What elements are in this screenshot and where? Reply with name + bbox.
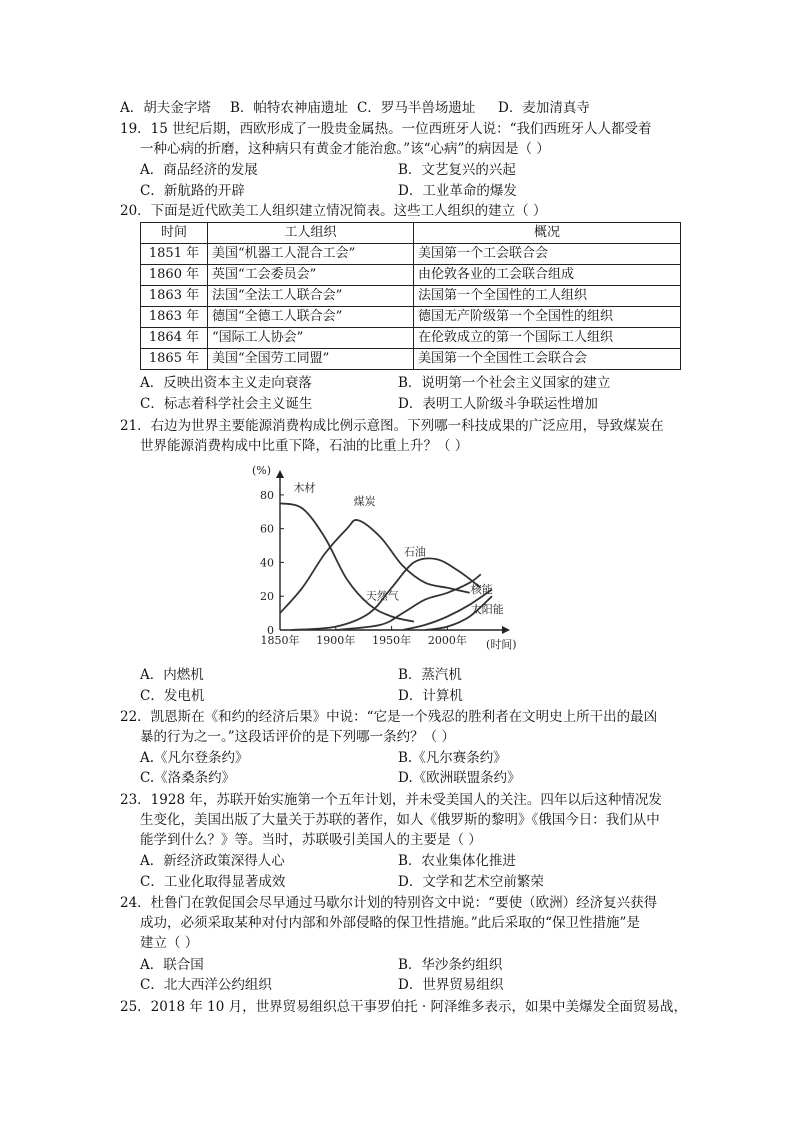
table-row — [141, 328, 681, 349]
y-tick-label: 60 — [260, 522, 274, 536]
cell-year: 1851 年 — [141, 244, 208, 265]
q23-stem-line-3: 能学到什么？》等。当时，苏联吸引美国人的主要是（ ） — [140, 832, 482, 848]
q19-stem-line-2: 一种心病的折磨，这种病只有黄金才能治愈。”该“心病”的病因是（ ） — [140, 141, 550, 157]
y-tick-label: 0 — [267, 624, 274, 637]
cell-year: 1860 年 — [141, 265, 208, 286]
q21-stem-line-1: 21．右边为世界主要能源消费构成比例示意图。下列哪一科技成果的广泛应用，导致煤炭在 — [120, 418, 664, 434]
x-tick-label: 2000年 — [427, 634, 467, 647]
q24-option-b: B．华沙条约组织 — [398, 957, 503, 973]
table-row — [141, 286, 681, 307]
q22-option-c: C.《洛桑条约》 — [140, 770, 236, 786]
y-axis-arrow — [276, 470, 284, 478]
cell-summary: 在伦敦成立的第一个国际工人组织 — [414, 328, 681, 349]
q23-option-c: C．工业化取得显著成效 — [140, 874, 286, 890]
q20-option-a: A．反映出资本主义走向衰落 — [140, 375, 312, 391]
q24-option-a: A．联合国 — [140, 957, 204, 973]
y-tick-label: 40 — [260, 556, 274, 570]
q21-option-a: A．内燃机 — [140, 667, 204, 683]
q24-stem-line-3: 建立（ ） — [140, 935, 199, 951]
q19-option-a: A．商品经济的发展 — [140, 162, 258, 178]
x-axis-arrow — [502, 626, 510, 634]
q19-option-c: C．新航路的开辟 — [140, 183, 245, 199]
q22-option-d: D.《欧洲联盟条约》 — [398, 770, 521, 786]
q24-option-c: C．北大西洋公约组织 — [140, 977, 272, 993]
q23-stem-line-1: 23．1928 年，苏联开始实施第一个五年计划，并未受美国人的关注。四年以后这种情况发 — [120, 792, 662, 808]
series-label: 天然气 — [365, 589, 399, 603]
y-tick-label: 20 — [260, 590, 274, 604]
table-header-row — [141, 223, 681, 244]
q22-option-a: A.《凡尔登条约》 — [140, 750, 249, 766]
q19-option-b: B．文艺复兴的兴起 — [398, 162, 516, 178]
q18-option-d: D．麦加清真寺 — [498, 100, 590, 116]
q20-option-d: D．表明工人阶级斗争联运性增加 — [398, 396, 598, 412]
header-summary: 概况 — [414, 223, 681, 244]
series-label: 煤炭 — [353, 495, 376, 509]
series-label: 太阳能 — [470, 603, 504, 617]
table-row — [141, 244, 681, 265]
q22-stem-line-1: 22．凯恩斯在《和约的经济后果》中说：“它是一个残忍的胜利者在文明史上所干出的最凶 — [120, 709, 658, 725]
q20-stem: 20．下面是近代欧美工人组织建立情况简表。这些工人组织的建立（ ） — [120, 203, 547, 219]
q21-stem-line-2: 世界能源消费构成中比重下降，石油的比重上升？（ ） — [140, 438, 469, 454]
series-label: 核能 — [470, 582, 493, 596]
q21-option-c: C．发电机 — [140, 688, 205, 704]
q19-stem-line-1: 19．15 世纪后期，西欧形成了一股贵金属热。一位西班牙人说：“我们西班牙人人都受着 — [120, 121, 652, 137]
q23-option-b: B．农业集体化推进 — [398, 853, 516, 869]
q19-option-d: D．工业革命的爆发 — [398, 183, 517, 199]
cell-summary: 法国第一个全国性的工人组织 — [414, 286, 681, 307]
cell-organization: 美国“机器工人混合工会” — [208, 244, 414, 265]
q22-stem-line-2: 暴的行为之一。”这段话评价的是下列哪一条约？（ ） — [140, 729, 455, 745]
header-time: 时间 — [141, 223, 208, 244]
cell-year: 1863 年 — [141, 286, 208, 307]
q18-option-b: B．帕特农神庙遗址 — [230, 100, 348, 116]
series-label: 木材 — [293, 481, 316, 495]
cell-summary: 美国第一个工会联合会 — [414, 244, 681, 265]
x-tick-label: 1900年 — [316, 634, 356, 647]
q23-option-d: D．文学和艺术空前繁荣 — [398, 874, 544, 890]
x-tick-label: 1950年 — [372, 634, 412, 647]
q23-stem-line-2: 生变化，美国出版了大量关于苏联的著作，如人《俄罗斯的黎明》《俄国今日：我们从中 — [140, 812, 660, 828]
q25-stem-line-1: 25．2018 年 10 月，世界贸易组织总干事罗伯托 · 阿泽维多表示，如果中美爆发全面贸易战， — [120, 999, 687, 1015]
cell-organization: 德国“全德工人联合会” — [208, 307, 414, 328]
q20-option-b: B．说明第一个社会主义国家的建立 — [398, 375, 611, 391]
q24-stem-line-1: 24．杜鲁门在敦促国会尽早通过马歇尔计划的特别咨文中说：“要使（欧洲）经济复兴获得 — [120, 895, 658, 911]
series-line-木材 — [280, 503, 414, 621]
cell-summary: 美国第一个全国性工会联合会 — [414, 349, 681, 370]
energy-consumption-chart — [240, 462, 517, 654]
header-organization: 工人组织 — [208, 223, 414, 244]
cell-year: 1863 年 — [141, 307, 208, 328]
q18-option-c: C．罗马半兽场遗址 — [357, 100, 476, 116]
table-row — [141, 349, 681, 370]
q20-option-c: C．标志着科学社会主义诞生 — [140, 396, 313, 412]
y-tick-label: 80 — [260, 488, 274, 502]
cell-summary: 德国无产阶级第一个全国性的组织 — [414, 307, 681, 328]
cell-organization: 美国“全国劳工同盟” — [208, 349, 414, 370]
series-label: 石油 — [403, 545, 426, 559]
q21-option-d: D．计算机 — [398, 688, 463, 704]
cell-organization: 英国“工会委员会” — [208, 265, 414, 286]
x-tick-label: 1850年 — [260, 634, 300, 647]
q22-option-b: B.《凡尔赛条约》 — [398, 750, 507, 766]
cell-year: 1864 年 — [141, 328, 208, 349]
worker-organizations-table — [140, 222, 681, 370]
table-row — [141, 265, 681, 286]
cell-organization: “国际工人协会” — [208, 328, 414, 349]
q21-option-b: B．蒸汽机 — [398, 667, 462, 683]
q18-option-a: A．胡夫金字塔 — [120, 100, 211, 116]
cell-year: 1865 年 — [141, 349, 208, 370]
q24-stem-line-2: 成功，必须采取某种对付内部和外部侵略的保卫性措施。”此后采取的“保卫性措施”是 — [140, 915, 640, 931]
q24-option-d: D．世界贸易组织 — [398, 977, 504, 993]
q23-option-a: A．新经济政策深得人心 — [140, 853, 285, 869]
cell-organization: 法国“全法工人联合会” — [208, 286, 414, 307]
table-row — [141, 307, 681, 328]
cell-summary: 由伦敦各业的工会联合组成 — [414, 265, 681, 286]
x-axis-label: (时间) — [486, 638, 517, 651]
y-axis-label: (%) — [252, 464, 272, 477]
